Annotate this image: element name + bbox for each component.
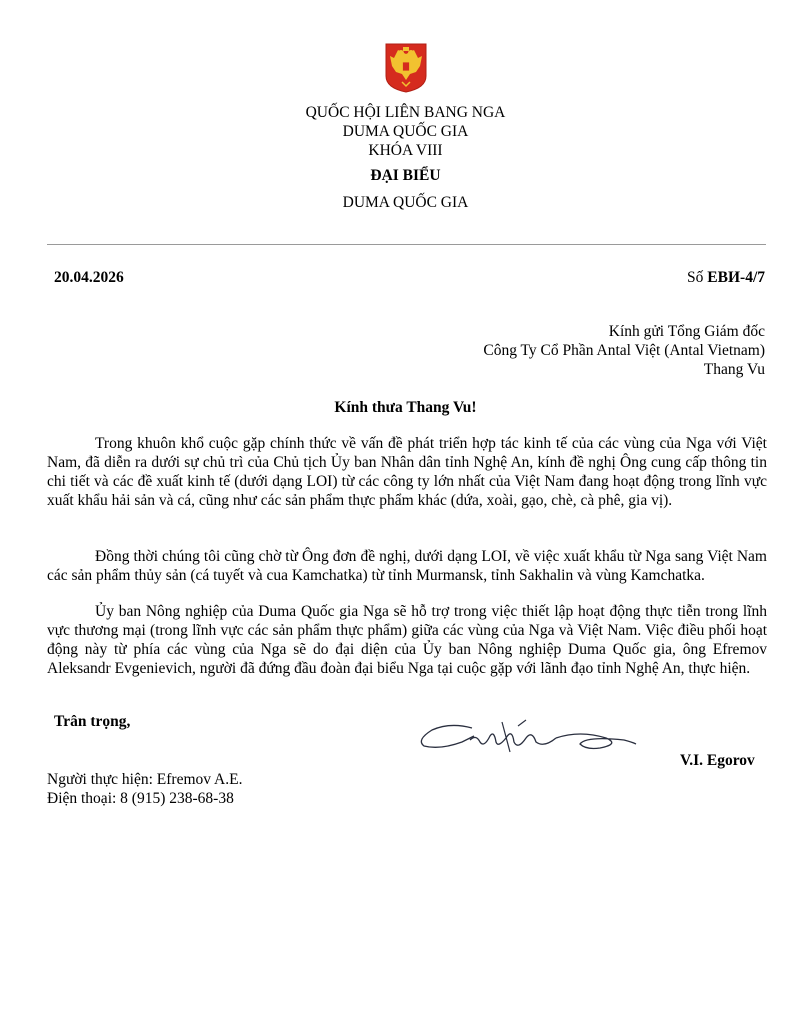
body-paragraph-3: Ủy ban Nông nghiệp của Duma Quốc gia Nga sẽ hỗ trợ trong việc thiết lập hoạt động thực tiễn trong lĩnh vực thương mại (trong lĩnh vực các sản phẩm thực phẩm) giữa các vùng của Nga và Việt Nam. Việc điều phối hoạt động này từ phía các vùng của Nga sẽ do đại diện của Ủy ban Nông nghiệp Duma Quốc gia, ông Efremov Aleksandr Evgenievich, người đã đứng đầu đoàn đại biểu Nga tại cuộc gặp với lãnh đạo tỉnh Nghệ An, thực hiện. (47, 603, 767, 677)
salutation: Kính thưa Thang Vu! (334, 399, 477, 416)
header-deputy: ĐẠI BIỂU (370, 167, 441, 184)
header-duma-2: DUMA QUỐC GIA (342, 194, 469, 211)
signer-name: V.I. Egorov (680, 752, 755, 769)
handwritten-signature (410, 708, 640, 770)
header-convocation: KHÓA VIII (368, 142, 443, 159)
body-paragraph-1: Trong khuôn khổ cuộc gặp chính thức về vấn đề phát triển hợp tác kinh tế của các vùng của Nga với Việt Nam, đã diễn ra dưới sự chủ trì của Chủ tịch Ủy ban Nhân dân tỉnh Nghệ An, kính đề nghị Ông cung cấp thông tin chi tiết và các đề xuất kinh tế (dưới dạng LOI) từ các công ty lớn nhất của Việt Nam đang hoạt động trong lĩnh vực xuất khẩu hải sản và cá, cũng như các sản phẩm thực phẩm khác (dứa, xoài, gạo, chè, cà phê, gia vị). (47, 435, 767, 509)
recipient-company: Công Ty Cổ Phần Antal Việt (Antal Vietnam) (483, 342, 765, 359)
recipient-name: Thang Vu (703, 361, 765, 378)
letter-date: 20.04.2026 (54, 269, 124, 286)
letter-number (687, 269, 765, 287)
letter-number-prefix: Số (687, 269, 704, 286)
header-parliament: QUỐC HỘI LIÊN BANG NGA (305, 104, 506, 121)
russian-coat-of-arms-icon (384, 42, 428, 94)
executor-line: Người thực hiện: Efremov A.E. (47, 771, 243, 788)
letter-number-value: ЕВИ-4/7 (707, 269, 765, 286)
body-paragraph-2: Đồng thời chúng tôi cũng chờ từ Ông đơn đề nghị, dưới dạng LOI, về việc xuất khẩu từ Nga sang Việt Nam các sản phẩm thủy sản (cá tuyết và cua Kamchatka) từ tỉnh Murmansk, tỉnh Sakhalin và vùng Kamchatka. (47, 548, 767, 584)
recipient-title: Kính gửi Tổng Giám đốc (608, 323, 765, 340)
header-divider (47, 244, 766, 245)
phone-line: Điện thoại: 8 (915) 238-68-38 (47, 790, 234, 807)
header-duma: DUMA QUỐC GIA (342, 123, 469, 140)
closing: Trân trọng, (54, 713, 131, 730)
